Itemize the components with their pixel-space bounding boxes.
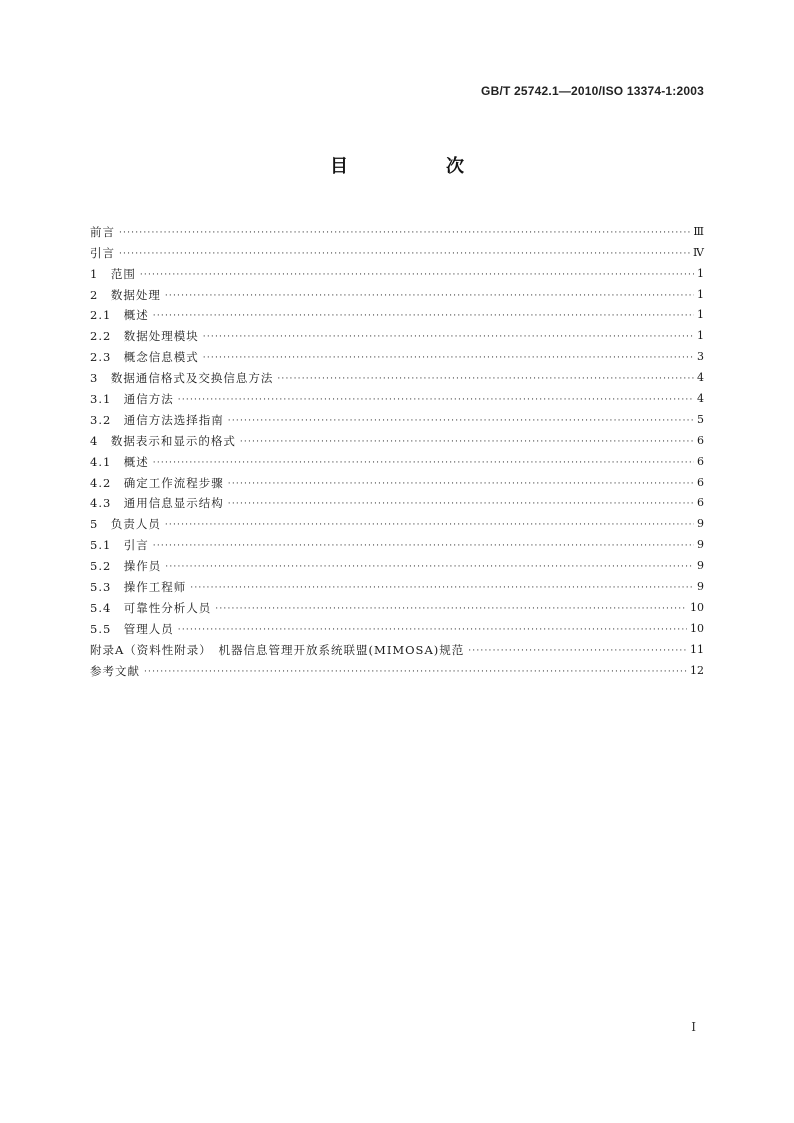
toc-entry-label: 2 数据处理 xyxy=(90,287,161,302)
toc-entry-page: 6 xyxy=(697,496,704,510)
toc-entry[interactable] xyxy=(90,427,704,448)
toc-entry[interactable] xyxy=(90,385,704,406)
toc-entry[interactable] xyxy=(90,490,704,511)
toc-leader-dots xyxy=(228,498,694,510)
toc-leader-dots xyxy=(165,519,694,531)
toc-leader-dots xyxy=(119,227,690,239)
toc-entry[interactable] xyxy=(90,657,704,678)
toc-entry-label: 前言 xyxy=(90,224,115,239)
toc-entry[interactable] xyxy=(90,552,704,573)
toc-entry-label: 5 负责人员 xyxy=(90,517,161,532)
toc-entry-label: 参考文献 xyxy=(90,663,140,678)
toc-entry-label: 4.3 通用信息显示结构 xyxy=(90,496,224,511)
toc-entry-page: 6 xyxy=(697,433,704,447)
toc-leader-dots xyxy=(228,478,694,490)
toc-entry-label: 4.2 确定工作流程步骤 xyxy=(90,475,224,490)
toc-entry[interactable] xyxy=(90,343,704,364)
toc-entry-label: 5.1 引言 xyxy=(90,538,149,553)
toc-leader-dots xyxy=(468,645,687,657)
toc-entry-label: 4 数据表示和显示的格式 xyxy=(90,433,236,448)
toc-entry[interactable] xyxy=(90,406,704,427)
toc-entry[interactable] xyxy=(90,469,704,490)
toc-entry-label: 2.2 数据处理模块 xyxy=(90,329,199,344)
toc-entry-label: 5.2 操作员 xyxy=(90,559,162,574)
toc-entry[interactable] xyxy=(90,260,704,281)
toc-leader-dots xyxy=(203,352,694,364)
toc-entry-label: 附录A（资料性附录） 机器信息管理开放系统联盟(MIMOSA)规范 xyxy=(90,642,465,657)
toc-entry-label: 5.3 操作工程师 xyxy=(90,580,187,595)
toc-entry-page: Ⅲ xyxy=(693,224,704,238)
toc-entry-page: 4 xyxy=(697,392,704,406)
toc-entry[interactable] xyxy=(90,218,704,239)
toc-entry-label: 3 数据通信格式及交换信息方法 xyxy=(90,371,274,386)
toc-entry-page: 9 xyxy=(697,580,704,594)
toc-entry-label: 5.5 管理人员 xyxy=(90,621,174,636)
toc-entry[interactable] xyxy=(90,510,704,531)
toc-leader-dots xyxy=(153,310,694,322)
toc-leader-dots xyxy=(153,457,694,469)
toc-entry-page: 9 xyxy=(697,559,704,573)
toc-leader-dots xyxy=(119,248,690,260)
toc-entry-label: 3.1 通信方法 xyxy=(90,392,174,407)
toc-entry-page: 1 xyxy=(697,266,704,280)
toc-entry[interactable] xyxy=(90,531,704,552)
toc-entry-page: 6 xyxy=(697,454,704,468)
toc-entry[interactable] xyxy=(90,594,704,615)
page-number: Ⅰ xyxy=(691,1020,696,1034)
toc-entry-page: 9 xyxy=(697,538,704,552)
toc-entry[interactable] xyxy=(90,322,704,343)
toc-entry-label: 3.2 通信方法选择指南 xyxy=(90,412,224,427)
toc-leader-dots xyxy=(215,603,687,615)
toc-entry-label: 2.1 概述 xyxy=(90,308,149,323)
toc-leader-dots xyxy=(228,415,694,427)
page-title: 目 次 xyxy=(330,156,504,177)
toc-entry-page: 1 xyxy=(697,329,704,343)
toc-entry-page: 5 xyxy=(697,412,704,426)
toc-leader-dots xyxy=(165,290,694,302)
toc-entry-page: 10 xyxy=(690,600,704,614)
toc-entry-page: 9 xyxy=(697,517,704,531)
toc-entry[interactable] xyxy=(90,448,704,469)
toc-entry-page: 12 xyxy=(690,663,704,677)
toc-entry-label: 1 范围 xyxy=(90,266,136,281)
toc-entry-page: 10 xyxy=(690,621,704,635)
toc-leader-dots xyxy=(165,561,694,573)
toc-leader-dots xyxy=(144,666,687,678)
standard-code: GB/T 25742.1—2010/ISO 13374-1:2003 xyxy=(481,84,704,98)
toc-entry[interactable] xyxy=(90,615,704,636)
toc-entry[interactable] xyxy=(90,239,704,260)
table-of-contents xyxy=(90,218,704,678)
toc-leader-dots xyxy=(190,582,694,594)
toc-entry-page: 1 xyxy=(697,308,704,322)
toc-entry-page: 3 xyxy=(697,350,704,364)
toc-entry-page: Ⅳ xyxy=(693,245,704,259)
toc-entry[interactable] xyxy=(90,281,704,302)
toc-leader-dots xyxy=(277,373,694,385)
toc-entry[interactable] xyxy=(90,364,704,385)
toc-entry-label: 引言 xyxy=(90,245,115,260)
toc-leader-dots xyxy=(203,331,694,343)
toc-entry-label: 2.3 概念信息模式 xyxy=(90,350,199,365)
toc-entry-label: 5.4 可靠性分析人员 xyxy=(90,600,212,615)
toc-leader-dots xyxy=(140,269,694,281)
toc-leader-dots xyxy=(178,394,694,406)
toc-entry[interactable] xyxy=(90,573,704,594)
toc-entry-page: 1 xyxy=(697,287,704,301)
toc-leader-dots xyxy=(178,624,687,636)
toc-leader-dots xyxy=(153,540,694,552)
toc-entry-page: 11 xyxy=(690,642,704,656)
toc-entry-page: 4 xyxy=(697,371,704,385)
toc-entry-label: 4.1 概述 xyxy=(90,454,149,469)
toc-entry-page: 6 xyxy=(697,475,704,489)
toc-entry[interactable] xyxy=(90,636,704,657)
toc-entry[interactable] xyxy=(90,302,704,323)
toc-leader-dots xyxy=(240,436,694,448)
